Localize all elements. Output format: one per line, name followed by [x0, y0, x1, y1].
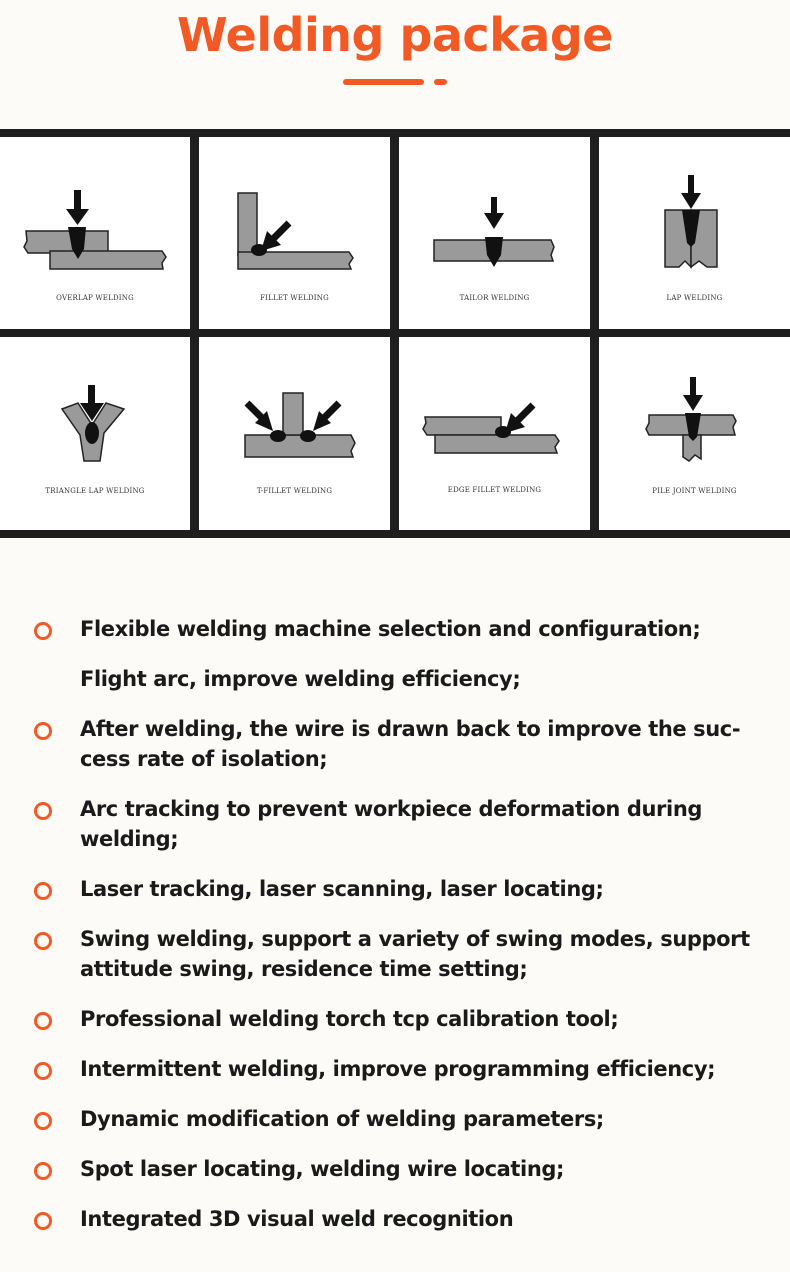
weld-card-label: OVERLAP WELDING: [56, 294, 134, 302]
weld-card-label: TAILOR WELDING: [459, 294, 530, 302]
weld-card-label: FILLET WELDING: [260, 294, 329, 302]
circle-bullet-icon: [34, 802, 52, 820]
weld-card-tailor: [399, 137, 590, 329]
title-underline-dot: [434, 79, 447, 85]
weld-card-label: TRIANGLE LAP WELDING: [45, 487, 145, 495]
weld-card-label: PILE JOINT WELDING: [652, 487, 737, 495]
circle-bullet-icon: [34, 1062, 52, 1080]
circle-bullet-icon: [34, 932, 52, 950]
circle-bullet-icon: [34, 1162, 52, 1180]
circle-bullet-icon: [34, 1112, 52, 1130]
pile-joint-weld-diagram: [599, 337, 790, 530]
weld-card-fillet: [199, 137, 390, 329]
t-fillet-weld-diagram: [199, 337, 390, 530]
weld-types-grid: [0, 129, 790, 538]
weld-card-pile-joint: [599, 337, 790, 530]
weld-card-overlap: [0, 137, 190, 329]
page-title: Welding package: [177, 8, 613, 62]
weld-card-triangle-lap: [0, 337, 190, 530]
circle-bullet-icon: [34, 1012, 52, 1030]
weld-card-t-fillet: [199, 337, 390, 530]
weld-card-label: LAP WELDING: [666, 294, 723, 302]
circle-bullet-icon: [34, 722, 52, 740]
circle-bullet-icon: [34, 882, 52, 900]
circle-bullet-icon: [34, 622, 52, 640]
triangle-lap-weld-diagram: [0, 337, 190, 530]
title-underline-long: [343, 79, 424, 85]
weld-card-lap: [599, 137, 790, 329]
circle-bullet-icon: [34, 1212, 52, 1230]
weld-card-edge-fillet: [399, 337, 590, 530]
weld-card-label: T-FILLET WELDING: [256, 487, 333, 495]
weld-card-label: EDGE FILLET WELDING: [447, 486, 542, 494]
edge-fillet-weld-diagram: [399, 337, 590, 530]
